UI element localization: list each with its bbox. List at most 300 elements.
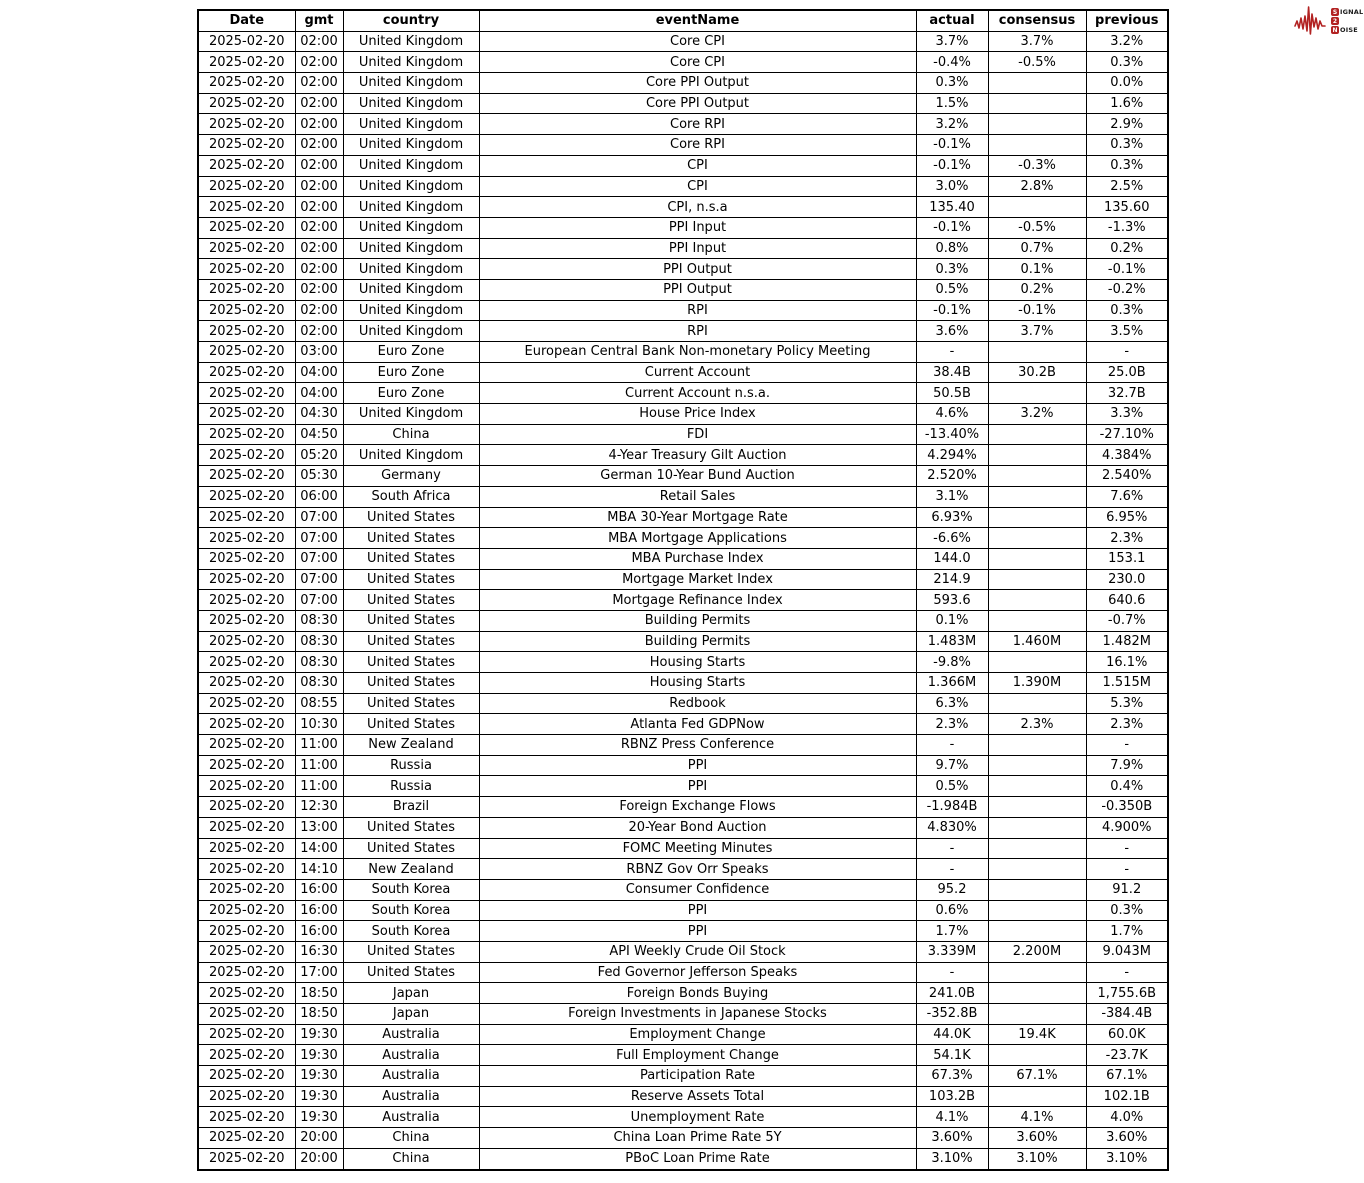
cell-date: 2025-02-20 [198, 755, 295, 776]
cell-date: 2025-02-20 [198, 279, 295, 300]
cell-eventname: Mortgage Market Index [479, 569, 916, 590]
cell-consensus: 2.8% [988, 176, 1086, 197]
cell-previous: - [1086, 342, 1168, 363]
cell-country: China [343, 1128, 479, 1149]
cell-country: United Kingdom [343, 197, 479, 218]
cell-country: United Kingdom [343, 321, 479, 342]
cell-country: United Kingdom [343, 238, 479, 259]
cell-country: United Kingdom [343, 259, 479, 280]
cell-country: Russia [343, 755, 479, 776]
table-row [198, 486, 1168, 507]
logo-line-2 [1331, 17, 1363, 25]
cell-date: 2025-02-20 [198, 1004, 295, 1025]
cell-previous: 16.1% [1086, 652, 1168, 673]
cell-gmt: 08:55 [295, 693, 343, 714]
cell-date: 2025-02-20 [198, 238, 295, 259]
cell-country: Australia [343, 1024, 479, 1045]
cell-previous: -0.2% [1086, 279, 1168, 300]
table-row [198, 776, 1168, 797]
cell-date: 2025-02-20 [198, 300, 295, 321]
cell-date: 2025-02-20 [198, 1024, 295, 1045]
table-row [198, 507, 1168, 528]
cell-eventname: Core PPI Output [479, 73, 916, 94]
cell-previous: 2.540% [1086, 466, 1168, 487]
cell-eventname: Building Permits [479, 610, 916, 631]
cell-actual: -352.8B [916, 1004, 988, 1025]
table-row [198, 652, 1168, 673]
cell-previous: 2.5% [1086, 176, 1168, 197]
cell-gmt: 18:50 [295, 983, 343, 1004]
cell-previous: 67.1% [1086, 1066, 1168, 1087]
cell-gmt: 18:50 [295, 1004, 343, 1025]
cell-consensus: -0.3% [988, 155, 1086, 176]
cell-eventname: CPI, n.s.a [479, 197, 916, 218]
cell-previous: 0.3% [1086, 155, 1168, 176]
cell-consensus [988, 776, 1086, 797]
cell-gmt: 20:00 [295, 1128, 343, 1149]
table-row [198, 1004, 1168, 1025]
cell-gmt: 02:00 [295, 259, 343, 280]
cell-country: United Kingdom [343, 279, 479, 300]
cell-date: 2025-02-20 [198, 528, 295, 549]
cell-actual: 0.8% [916, 238, 988, 259]
cell-consensus: 3.10% [988, 1148, 1086, 1169]
cell-consensus: 3.2% [988, 404, 1086, 425]
cell-eventname: CPI [479, 155, 916, 176]
cell-country: United Kingdom [343, 114, 479, 135]
cell-consensus: 0.2% [988, 279, 1086, 300]
cell-actual: -0.4% [916, 52, 988, 73]
table-row [198, 673, 1168, 694]
cell-date: 2025-02-20 [198, 466, 295, 487]
table-row [198, 135, 1168, 156]
cell-consensus [988, 342, 1086, 363]
cell-previous: 4.0% [1086, 1107, 1168, 1128]
logo-text-ignal: IGNAL [1340, 8, 1364, 16]
cell-previous: 6.95% [1086, 507, 1168, 528]
cell-date: 2025-02-20 [198, 735, 295, 756]
cell-date: 2025-02-20 [198, 797, 295, 818]
cell-consensus: -0.5% [988, 52, 1086, 73]
table-row [198, 941, 1168, 962]
cell-eventname: Building Permits [479, 631, 916, 652]
table-row [198, 155, 1168, 176]
cell-previous: 3.60% [1086, 1128, 1168, 1149]
logo-letterbox-n: N [1332, 26, 1338, 34]
table-row [198, 114, 1168, 135]
cell-date: 2025-02-20 [198, 424, 295, 445]
cell-country: New Zealand [343, 859, 479, 880]
cell-actual: 3.339M [916, 941, 988, 962]
cell-date: 2025-02-20 [198, 610, 295, 631]
cell-country: South Korea [343, 900, 479, 921]
cell-country: Euro Zone [343, 362, 479, 383]
cell-actual: 1.483M [916, 631, 988, 652]
cell-gmt: 02:00 [295, 114, 343, 135]
table-row [198, 879, 1168, 900]
cell-date: 2025-02-20 [198, 176, 295, 197]
cell-actual: 135.40 [916, 197, 988, 218]
cell-actual: 0.6% [916, 900, 988, 921]
cell-previous: - [1086, 838, 1168, 859]
cell-previous: -1.3% [1086, 217, 1168, 238]
cell-actual: 214.9 [916, 569, 988, 590]
cell-country: United States [343, 962, 479, 983]
cell-country: United Kingdom [343, 300, 479, 321]
cell-eventname: PPI Input [479, 238, 916, 259]
cell-eventname: Employment Change [479, 1024, 916, 1045]
table-row [198, 73, 1168, 94]
cell-actual: 38.4B [916, 362, 988, 383]
cell-country: United Kingdom [343, 404, 479, 425]
cell-eventname: PPI Output [479, 279, 916, 300]
cell-gmt: 07:00 [295, 569, 343, 590]
table-row [198, 548, 1168, 569]
table-row [198, 404, 1168, 425]
cell-eventname: FOMC Meeting Minutes [479, 838, 916, 859]
cell-consensus: 0.7% [988, 238, 1086, 259]
cell-gmt: 04:30 [295, 404, 343, 425]
cell-eventname: API Weekly Crude Oil Stock [479, 941, 916, 962]
cell-consensus [988, 73, 1086, 94]
cell-country: United Kingdom [343, 52, 479, 73]
cell-date: 2025-02-20 [198, 445, 295, 466]
cell-eventname: Core CPI [479, 31, 916, 52]
column-header-gmt: gmt [295, 10, 343, 31]
cell-date: 2025-02-20 [198, 983, 295, 1004]
cell-consensus [988, 610, 1086, 631]
cell-previous: 102.1B [1086, 1086, 1168, 1107]
table-row [198, 714, 1168, 735]
cell-gmt: 02:00 [295, 321, 343, 342]
table-row [198, 569, 1168, 590]
cell-date: 2025-02-20 [198, 114, 295, 135]
cell-eventname: Core CPI [479, 52, 916, 73]
cell-country: United States [343, 673, 479, 694]
cell-consensus [988, 383, 1086, 404]
cell-eventname: Retail Sales [479, 486, 916, 507]
cell-actual: -13.40% [916, 424, 988, 445]
cell-previous: -384.4B [1086, 1004, 1168, 1025]
cell-gmt: 02:00 [295, 238, 343, 259]
cell-actual: 3.0% [916, 176, 988, 197]
cell-eventname: PPI [479, 776, 916, 797]
logo-text-oise: OISE [1340, 26, 1358, 34]
cell-actual: 3.60% [916, 1128, 988, 1149]
cell-date: 2025-02-20 [198, 590, 295, 611]
cell-eventname: RBNZ Gov Orr Speaks [479, 859, 916, 880]
cell-date: 2025-02-20 [198, 155, 295, 176]
cell-previous: 0.3% [1086, 300, 1168, 321]
cell-eventname: PPI [479, 755, 916, 776]
cell-previous: 2.3% [1086, 714, 1168, 735]
cell-previous: 3.3% [1086, 404, 1168, 425]
cell-country: United States [343, 528, 479, 549]
cell-eventname: RPI [479, 321, 916, 342]
cell-gmt: 16:30 [295, 941, 343, 962]
cell-consensus [988, 528, 1086, 549]
table-row [198, 610, 1168, 631]
cell-date: 2025-02-20 [198, 486, 295, 507]
cell-previous: 1.482M [1086, 631, 1168, 652]
table-row [198, 797, 1168, 818]
cell-country: Russia [343, 776, 479, 797]
cell-actual: - [916, 838, 988, 859]
cell-country: Australia [343, 1045, 479, 1066]
cell-eventname: MBA Purchase Index [479, 548, 916, 569]
cell-actual: -0.1% [916, 300, 988, 321]
cell-previous: -0.7% [1086, 610, 1168, 631]
table-row [198, 259, 1168, 280]
cell-gmt: 07:00 [295, 548, 343, 569]
cell-gmt: 02:00 [295, 197, 343, 218]
table-row [198, 342, 1168, 363]
cell-eventname: Full Employment Change [479, 1045, 916, 1066]
cell-country: United States [343, 590, 479, 611]
cell-country: United States [343, 838, 479, 859]
cell-date: 2025-02-20 [198, 342, 295, 363]
table-row [198, 859, 1168, 880]
cell-actual: 67.3% [916, 1066, 988, 1087]
cell-actual: -6.6% [916, 528, 988, 549]
cell-eventname: German 10-Year Bund Auction [479, 466, 916, 487]
cell-gmt: 19:30 [295, 1107, 343, 1128]
table-row [198, 1045, 1168, 1066]
cell-country: United Kingdom [343, 155, 479, 176]
cell-date: 2025-02-20 [198, 1066, 295, 1087]
cell-gmt: 07:00 [295, 590, 343, 611]
cell-consensus [988, 797, 1086, 818]
cell-actual: -0.1% [916, 217, 988, 238]
cell-gmt: 14:10 [295, 859, 343, 880]
cell-actual: 0.3% [916, 73, 988, 94]
cell-previous: 135.60 [1086, 197, 1168, 218]
cell-consensus: 2.200M [988, 941, 1086, 962]
cell-date: 2025-02-20 [198, 693, 295, 714]
cell-consensus [988, 135, 1086, 156]
cell-gmt: 07:00 [295, 528, 343, 549]
cell-gmt: 02:00 [295, 52, 343, 73]
waveform-icon [1294, 4, 1330, 38]
cell-country: New Zealand [343, 735, 479, 756]
cell-consensus [988, 445, 1086, 466]
cell-gmt: 14:00 [295, 838, 343, 859]
cell-consensus: 2.3% [988, 714, 1086, 735]
cell-gmt: 16:00 [295, 879, 343, 900]
cell-previous: -23.7K [1086, 1045, 1168, 1066]
cell-date: 2025-02-20 [198, 404, 295, 425]
cell-gmt: 08:30 [295, 673, 343, 694]
cell-gmt: 19:30 [295, 1086, 343, 1107]
cell-country: China [343, 1148, 479, 1169]
cell-actual: - [916, 962, 988, 983]
cell-consensus [988, 693, 1086, 714]
cell-country: Euro Zone [343, 342, 479, 363]
cell-country: United Kingdom [343, 31, 479, 52]
cell-country: United States [343, 631, 479, 652]
cell-gmt: 20:00 [295, 1148, 343, 1169]
cell-previous: 1.515M [1086, 673, 1168, 694]
cell-previous: 2.9% [1086, 114, 1168, 135]
cell-gmt: 10:30 [295, 714, 343, 735]
cell-country: United States [343, 652, 479, 673]
cell-actual: 4.294% [916, 445, 988, 466]
cell-eventname: 20-Year Bond Auction [479, 817, 916, 838]
cell-country: United Kingdom [343, 93, 479, 114]
cell-previous: 3.2% [1086, 31, 1168, 52]
cell-date: 2025-02-20 [198, 569, 295, 590]
cell-eventname: PBoC Loan Prime Rate [479, 1148, 916, 1169]
cell-consensus [988, 859, 1086, 880]
cell-gmt: 02:00 [295, 176, 343, 197]
logo-line-signal [1331, 8, 1363, 16]
cell-gmt: 04:00 [295, 362, 343, 383]
cell-country: Australia [343, 1066, 479, 1087]
cell-date: 2025-02-20 [198, 93, 295, 114]
cell-actual: -0.1% [916, 155, 988, 176]
column-header-eventname: eventName [479, 10, 916, 31]
cell-date: 2025-02-20 [198, 879, 295, 900]
cell-country: China [343, 424, 479, 445]
cell-eventname: Core RPI [479, 114, 916, 135]
cell-actual: 0.5% [916, 776, 988, 797]
cell-gmt: 16:00 [295, 900, 343, 921]
cell-gmt: 17:00 [295, 962, 343, 983]
cell-previous: 0.4% [1086, 776, 1168, 797]
cell-consensus [988, 424, 1086, 445]
table-row [198, 279, 1168, 300]
cell-actual: 54.1K [916, 1045, 988, 1066]
logo-letterbox-2: 2 [1332, 17, 1338, 25]
cell-eventname: Reserve Assets Total [479, 1086, 916, 1107]
cell-consensus [988, 900, 1086, 921]
cell-gmt: 07:00 [295, 507, 343, 528]
cell-date: 2025-02-20 [198, 1086, 295, 1107]
cell-eventname: Unemployment Rate [479, 1107, 916, 1128]
cell-actual: 0.3% [916, 259, 988, 280]
cell-consensus: 1.460M [988, 631, 1086, 652]
cell-previous: 4.900% [1086, 817, 1168, 838]
cell-actual: 3.2% [916, 114, 988, 135]
cell-date: 2025-02-20 [198, 362, 295, 383]
cell-consensus [988, 197, 1086, 218]
table-row [198, 176, 1168, 197]
cell-gmt: 02:00 [295, 300, 343, 321]
cell-previous: - [1086, 859, 1168, 880]
cell-actual: 2.520% [916, 466, 988, 487]
cell-country: United States [343, 693, 479, 714]
cell-gmt: 08:30 [295, 652, 343, 673]
cell-eventname: RPI [479, 300, 916, 321]
cell-consensus [988, 569, 1086, 590]
cell-actual: 1.5% [916, 93, 988, 114]
cell-consensus [988, 755, 1086, 776]
cell-eventname: PPI [479, 921, 916, 942]
cell-date: 2025-02-20 [198, 1045, 295, 1066]
cell-previous: 640.6 [1086, 590, 1168, 611]
cell-country: United States [343, 548, 479, 569]
cell-eventname: Mortgage Refinance Index [479, 590, 916, 611]
table-row [198, 983, 1168, 1004]
table-header-row [198, 10, 1168, 31]
cell-actual: 3.6% [916, 321, 988, 342]
cell-previous: - [1086, 962, 1168, 983]
cell-previous: 1.7% [1086, 921, 1168, 942]
table-row [198, 735, 1168, 756]
cell-previous: -27.10% [1086, 424, 1168, 445]
cell-country: Euro Zone [343, 383, 479, 404]
logo-line-noise [1331, 26, 1363, 34]
cell-eventname: MBA Mortgage Applications [479, 528, 916, 549]
cell-eventname: Atlanta Fed GDPNow [479, 714, 916, 735]
cell-gmt: 19:30 [295, 1024, 343, 1045]
cell-eventname: Housing Starts [479, 652, 916, 673]
cell-consensus [988, 93, 1086, 114]
cell-consensus [988, 590, 1086, 611]
cell-previous: 32.7B [1086, 383, 1168, 404]
cell-country: United Kingdom [343, 135, 479, 156]
cell-previous: 230.0 [1086, 569, 1168, 590]
cell-previous: 0.3% [1086, 900, 1168, 921]
cell-gmt: 08:30 [295, 631, 343, 652]
table-row [198, 362, 1168, 383]
cell-consensus [988, 817, 1086, 838]
cell-actual: 593.6 [916, 590, 988, 611]
cell-consensus [988, 652, 1086, 673]
table-row [198, 838, 1168, 859]
cell-consensus [988, 114, 1086, 135]
signal-2-noise-logo [1294, 3, 1364, 39]
cell-consensus: 30.2B [988, 362, 1086, 383]
table-row [198, 424, 1168, 445]
cell-eventname: PPI Output [479, 259, 916, 280]
cell-eventname: Foreign Bonds Buying [479, 983, 916, 1004]
cell-consensus [988, 507, 1086, 528]
cell-actual: 2.3% [916, 714, 988, 735]
cell-gmt: 02:00 [295, 217, 343, 238]
cell-consensus [988, 486, 1086, 507]
cell-previous: 0.3% [1086, 52, 1168, 73]
cell-actual: 50.5B [916, 383, 988, 404]
cell-eventname: Fed Governor Jefferson Speaks [479, 962, 916, 983]
cell-country: Japan [343, 983, 479, 1004]
table-row [198, 590, 1168, 611]
cell-actual: -0.1% [916, 135, 988, 156]
cell-consensus [988, 1004, 1086, 1025]
logo-text [1331, 8, 1363, 34]
cell-country: United States [343, 610, 479, 631]
table-row [198, 52, 1168, 73]
cell-date: 2025-02-20 [198, 673, 295, 694]
cell-previous: 4.384% [1086, 445, 1168, 466]
cell-consensus: 3.7% [988, 321, 1086, 342]
cell-consensus: -0.5% [988, 217, 1086, 238]
cell-consensus [988, 962, 1086, 983]
cell-eventname: Participation Rate [479, 1066, 916, 1087]
cell-gmt: 11:00 [295, 755, 343, 776]
cell-previous: 5.3% [1086, 693, 1168, 714]
cell-previous: 0.0% [1086, 73, 1168, 94]
cell-eventname: Current Account [479, 362, 916, 383]
cell-previous: -0.350B [1086, 797, 1168, 818]
cell-consensus [988, 879, 1086, 900]
cell-consensus: 0.1% [988, 259, 1086, 280]
cell-actual: 4.830% [916, 817, 988, 838]
column-header-consensus: consensus [988, 10, 1086, 31]
logo-letterbox-s: S [1332, 8, 1338, 16]
cell-gmt: 02:00 [295, 31, 343, 52]
cell-country: United States [343, 817, 479, 838]
